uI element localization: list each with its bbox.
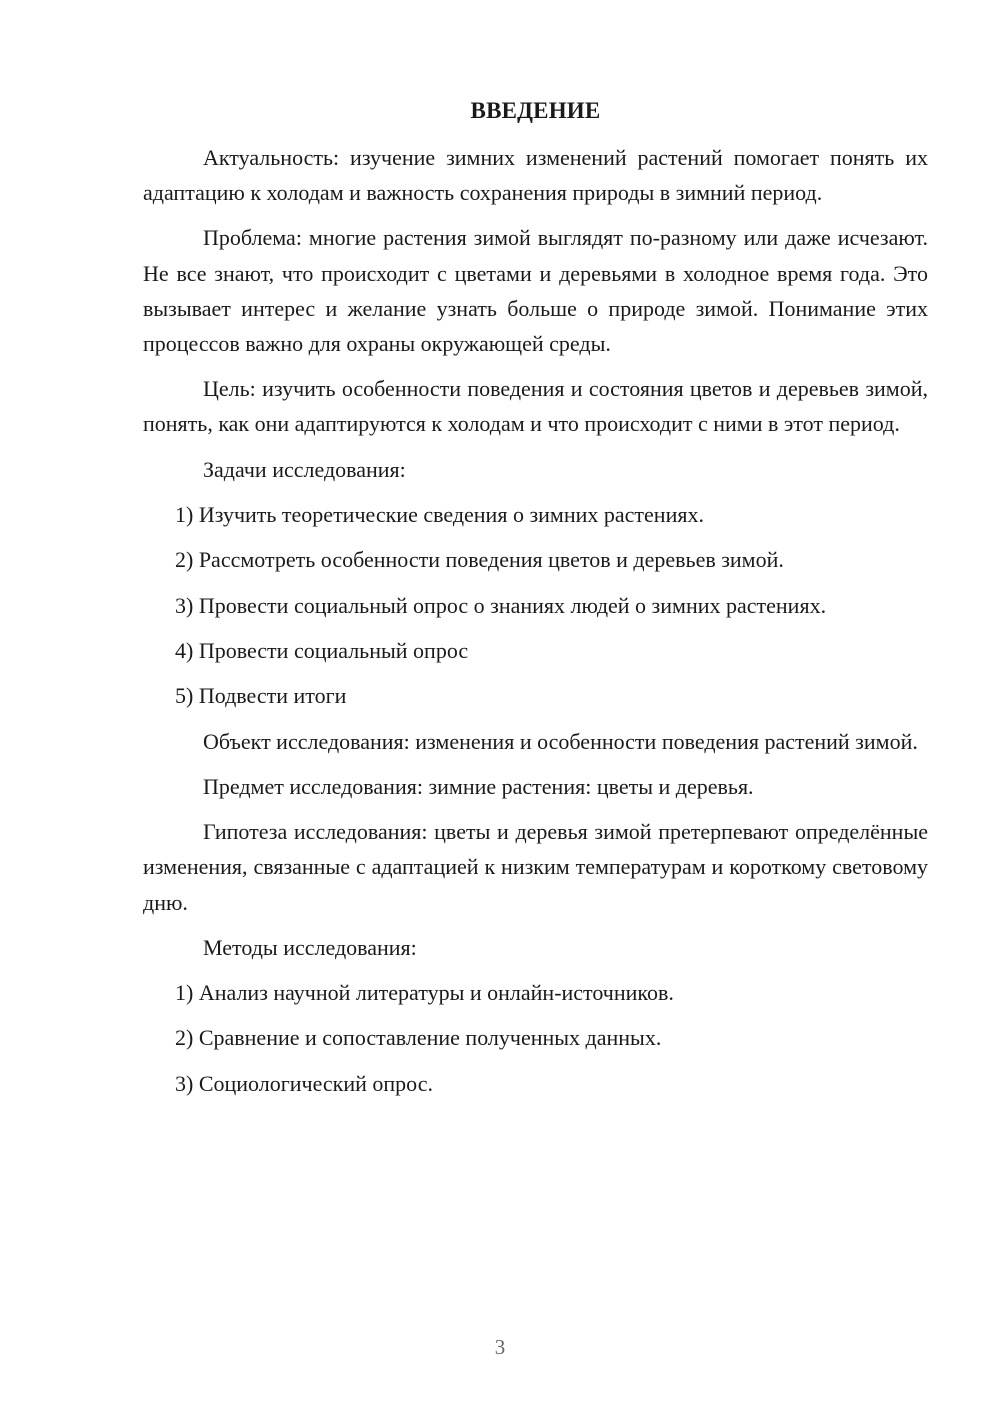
document-page <box>143 96 928 1111</box>
subject-paragraph: Предмет исследования: зимние растения: цветы и деревья. <box>203 773 754 799</box>
list-item: 1) Анализ научной литературы и онлайн-источников. <box>175 980 674 1005</box>
list-item: 4) Провести социальный опрос <box>175 638 469 663</box>
list-item: 3) Социологический опрос. <box>175 1070 433 1096</box>
goal-paragraph: Цель: изучить особенности поведения и состояния цветов и деревьев зимой, понять, как они адаптируются к холодам и что происходит с ними в этот период. <box>143 376 928 437</box>
list-item: 2) Рассмотреть особенности поведения цветов и деревьев зимой. <box>175 547 784 573</box>
hypothesis-paragraph: Гипотеза исследования: цветы и деревья зимой претерпевают определённые изменения, связанные с адаптацией к низким температурам и короткому световому дню. <box>143 819 928 915</box>
page-number: 3 <box>494 1335 506 1359</box>
methods-heading: Методы исследования: <box>203 934 417 960</box>
list-item: 2) Сравнение и сопоставление полученных данных. <box>175 1025 662 1051</box>
section-title: ВВЕДЕНИЕ <box>470 98 601 123</box>
methods-list <box>143 975 928 1101</box>
list-item: 5) Подвести итоги <box>175 683 347 709</box>
problem-paragraph: Проблема: многие растения зимой выглядят по-разному или даже исчезают. Не все знают, что происходит с цветами и деревьями в холодное время года. Это вызывает интерес и желание узнать больше о природе зимой. Понимание этих процессов важно для охраны окружающей среды. <box>143 225 928 357</box>
tasks-heading: Задачи исследования: <box>203 456 406 482</box>
tasks-list <box>143 497 928 714</box>
relevance-paragraph: Актуальность: изучение зимних изменений растений помогает понять их адаптацию к холодам и важность сохранения природы в зимний период. <box>143 145 928 206</box>
list-item: 1) Изучить теоретические сведения о зимних растениях. <box>175 501 704 527</box>
object-paragraph: Объект исследования: изменения и особенности поведения растений зимой. <box>203 728 918 754</box>
list-item: 3) Провести социальный опрос о знаниях людей о зимних растениях. <box>175 592 827 618</box>
